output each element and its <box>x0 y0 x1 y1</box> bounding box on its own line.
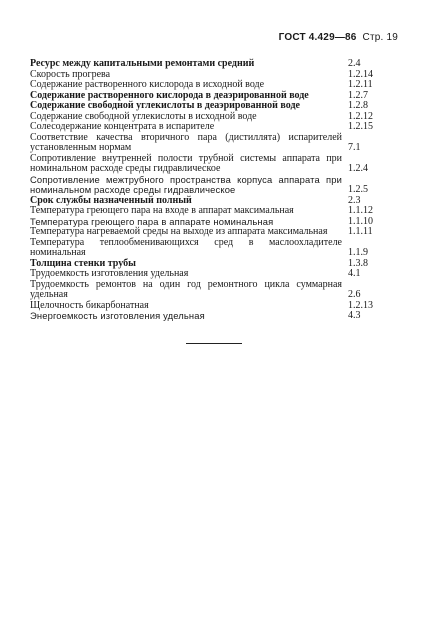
entry-clause-number: 1.2.7 <box>348 89 368 101</box>
index-entry <box>30 101 394 112</box>
entry-clause-number: 2.3 <box>348 194 361 206</box>
entry-clause-number: 1.2.11 <box>348 79 373 90</box>
entry-term: Толщина стенки трубы <box>30 257 136 269</box>
index-entry <box>30 206 394 217</box>
entry-term: Солесодержание концентрата в испарителе <box>30 121 215 132</box>
entry-term: Энергоемкость изготовления удельная <box>30 310 205 321</box>
entry-term: Температура греющего пара в аппарате номинальная <box>30 215 274 227</box>
entry-clause-number: 7.1 <box>348 142 361 153</box>
entry-clause-number: 1.1.9 <box>348 247 368 258</box>
index-entry <box>30 122 394 133</box>
entry-term: Скорость прогрева <box>30 68 111 80</box>
page-header <box>279 32 398 43</box>
entry-term: Содержание свободной углекислоты в исходной воде <box>30 110 257 122</box>
index-entry <box>30 80 394 91</box>
index-entry <box>30 59 394 70</box>
entry-term: Срок службы назначенный полный <box>30 194 192 206</box>
entry-term: Температура греющего пара на входе в аппарат максимальная <box>30 205 294 216</box>
entry-clause-number: 1.1.10 <box>348 215 373 227</box>
entry-term: Температура нагреваемой среды на выходе из аппарата максимальная <box>30 226 328 237</box>
index-entry <box>30 154 394 175</box>
entry-term: Содержание растворенного кислорода в деаэрированной воде <box>30 89 309 101</box>
entry-clause-number: 1.2.13 <box>348 299 373 311</box>
entry-clause-number: 1.1.12 <box>348 205 373 216</box>
entry-clause-number: 1.2.8 <box>348 100 368 111</box>
entry-clause-number: 1.2.15 <box>348 121 373 132</box>
end-divider <box>186 343 242 344</box>
index-entry <box>30 311 394 322</box>
entry-term: Сопротивление межтрубного пространства корпуса аппарата при номинальном расходе среды гидравлическое <box>30 173 342 195</box>
index-entry <box>30 227 394 238</box>
entry-clause-number: 2.4 <box>348 58 361 69</box>
entry-clause-number: 1.2.12 <box>348 110 373 122</box>
entry-clause-number: 4.1 <box>348 268 361 279</box>
entry-term: Содержание свободной углекислоты в деаэрированной воде <box>30 100 300 111</box>
entry-term: Температура теплообменивающихся сред в маслоохладителе номинальная <box>30 236 342 258</box>
index-entry <box>30 175 394 196</box>
entry-term: Трудоемкость ремонтов на один год ремонтного цикла суммарная удельная <box>30 278 342 300</box>
entry-clause-number: 2.6 <box>348 289 361 300</box>
entry-term: Щелочность бикарбонатная <box>30 299 149 311</box>
entry-clause-number: 1.2.4 <box>348 163 368 174</box>
index-list <box>30 59 394 322</box>
page-number: Стр. 19 <box>362 32 398 43</box>
index-entry <box>30 280 394 301</box>
entry-clause-number: 1.1.11 <box>348 226 373 237</box>
index-entry <box>30 238 394 259</box>
entry-clause-number: 1.3.8 <box>348 257 368 269</box>
entry-clause-number: 4.3 <box>348 310 361 321</box>
standard-number: ГОСТ 4.429—86 <box>278 32 357 43</box>
entry-term: Трудоемкость изготовления удельная <box>30 268 189 279</box>
entry-term: Содержание растворенного кислорода в исходной воде <box>30 79 265 90</box>
entry-term: Ресурс между капитальными ремонтами средний <box>30 58 255 69</box>
index-entry <box>30 133 394 154</box>
entry-clause-number: 1.2.5 <box>348 184 368 195</box>
index-entry <box>30 269 394 280</box>
entry-term: Сопротивление внутренней полости трубной системы аппарата при номинальном расходе среды гидравлическое <box>30 152 342 174</box>
entry-term: Соответствие качества вторичного пара (дистиллята) испарителей установленным нормам <box>30 131 342 153</box>
entry-clause-number: 1.2.14 <box>348 68 373 80</box>
